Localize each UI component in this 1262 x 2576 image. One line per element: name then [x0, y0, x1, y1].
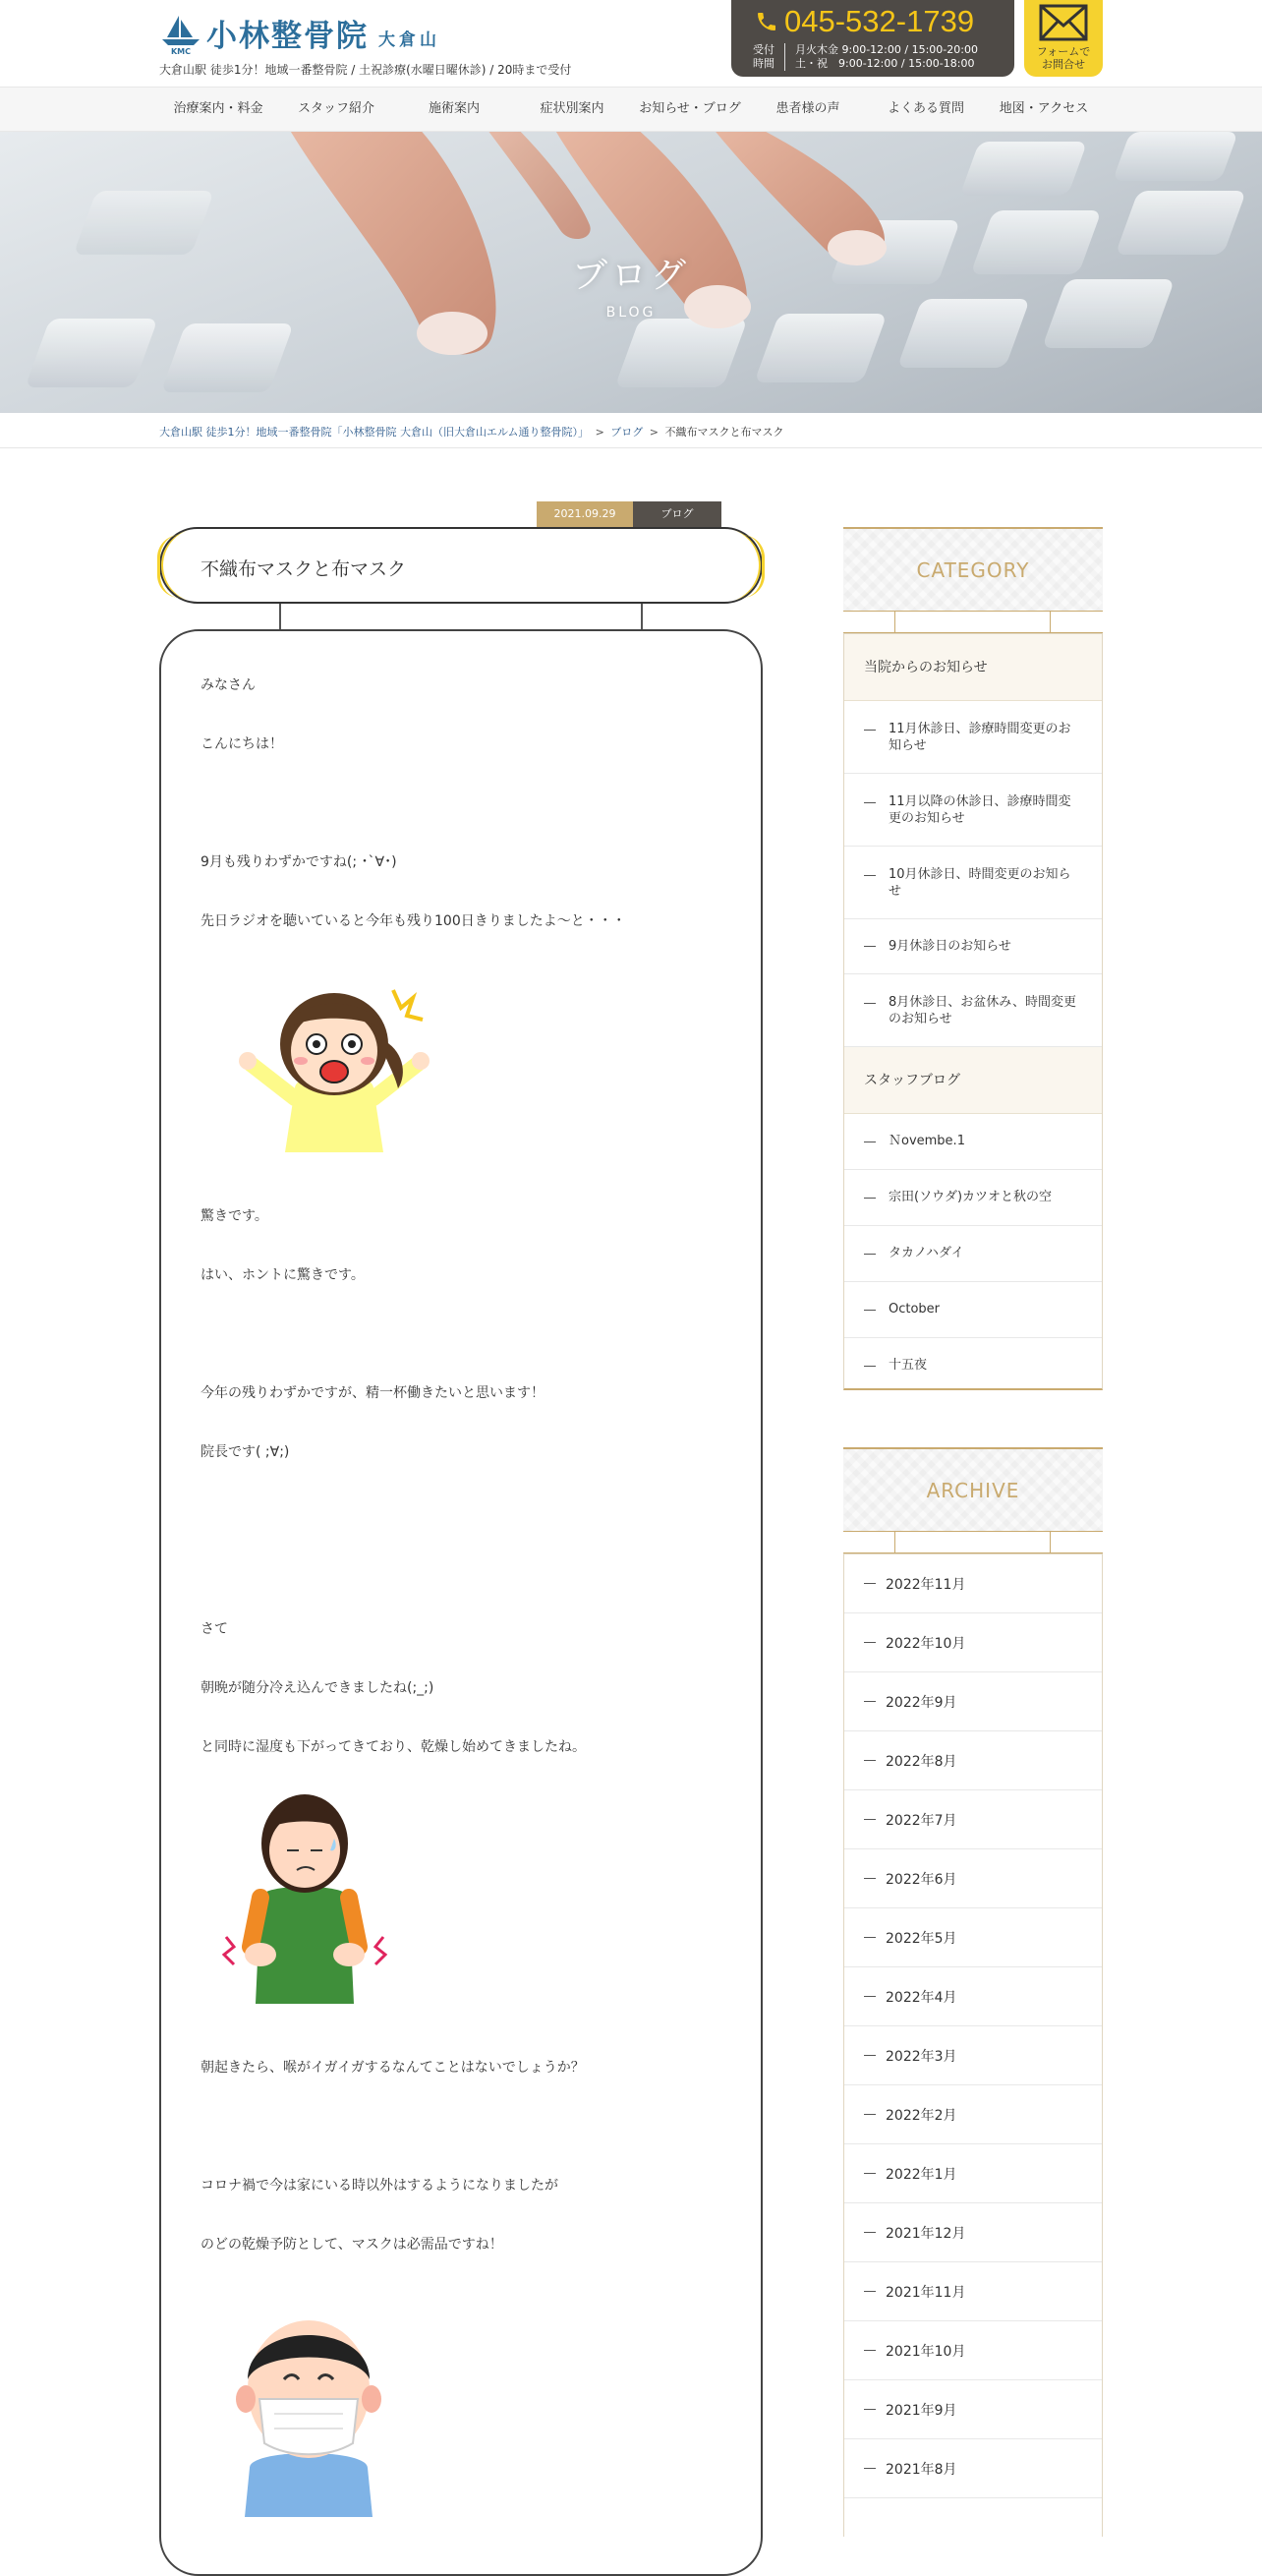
hours-weekday: 月火木金 9:00-12:00 / 15:00-20:00 — [795, 43, 978, 56]
mail-label-2: お問合せ — [1042, 58, 1085, 71]
breadcrumb-blog[interactable]: ブログ — [610, 426, 644, 439]
post-paragraph: 朝晩が随分冷え込んできましたね(;_;) — [201, 1680, 434, 1696]
post-paragraph: 9月も残りわずかですね(; ･`∀･) — [201, 854, 397, 870]
masked-man-illustration — [220, 2291, 397, 2517]
category-post-title: 宗田(ソウダ)カツオと秋の空 — [889, 1190, 1053, 1204]
post-paragraph: 院長です( ;∀;) — [201, 1444, 290, 1460]
hero-subtitle: BLOG — [605, 305, 657, 321]
phone-number[interactable] — [755, 4, 974, 39]
archive-link[interactable] — [844, 2203, 1102, 2262]
surprised-girl-illustration — [236, 970, 432, 1157]
post-paragraph: こんにちは！ — [201, 736, 283, 752]
post-paragraph: のどの乾燥予防として、マスクは必需品ですね！ — [201, 2237, 503, 2253]
phone-icon — [755, 10, 778, 33]
archive-month: 2022年2月 — [886, 2108, 957, 2124]
category-group-clinic-news[interactable]: 当院からのお知らせ — [844, 634, 1102, 701]
category-post-link[interactable] — [844, 1338, 1102, 1393]
category-post-title: October — [889, 1302, 941, 1317]
post-paragraph: さて — [201, 1621, 228, 1637]
archive-month: 2021年12月 — [886, 2226, 966, 2242]
category-post-link[interactable] — [844, 919, 1102, 974]
category-post-title: 11月休診日、診療時間変更のお知らせ — [889, 722, 1071, 753]
category-connector — [843, 612, 1103, 633]
nav-access[interactable]: 地図・アクセス — [999, 101, 1089, 116]
phone-text: 045-532-1739 — [784, 4, 975, 38]
nav-faq[interactable]: よくある質問 — [887, 101, 964, 116]
nav-treatment-fees[interactable]: 治療案内・料金 — [173, 101, 263, 116]
hours-label-2: 時間 — [753, 57, 774, 70]
reception-hours — [753, 43, 978, 71]
archive-link[interactable] — [844, 1967, 1102, 2026]
archive-link[interactable] — [844, 1554, 1102, 1613]
clinic-name: 小林整骨院 — [206, 19, 369, 54]
site-logo[interactable] — [159, 12, 440, 55]
post-paragraph: コロナ禍で今は家にいる時以外はするようになりましたが — [201, 2178, 558, 2194]
nav-testimonials[interactable]: 患者様の声 — [775, 101, 840, 116]
category-post-title: 8月休診日、お盆休み、時間変更のお知らせ — [889, 995, 1077, 1026]
archive-link[interactable] — [844, 1613, 1102, 1672]
breadcrumb-sep: > — [649, 426, 659, 439]
hours-label-1: 受付 — [753, 43, 774, 56]
post-paragraph: はい、ホントに驚きです。 — [201, 1267, 365, 1283]
category-post-link[interactable] — [844, 774, 1102, 847]
archive-link[interactable] — [844, 1731, 1102, 1790]
archive-month: 2021年11月 — [886, 2285, 966, 2301]
title-connector — [641, 604, 643, 631]
nav-symptoms[interactable]: 症状別案内 — [540, 101, 604, 116]
category-post-title: 10月休診日、時間変更のお知らせ — [889, 867, 1071, 899]
category-post-link[interactable] — [844, 1226, 1102, 1282]
archive-list — [843, 1553, 1103, 2537]
nav-procedures[interactable]: 施術案内 — [428, 101, 480, 116]
archive-month: 2022年3月 — [886, 2049, 957, 2065]
archive-connector — [843, 1532, 1103, 1553]
archive-month: 2021年8月 — [886, 2462, 957, 2478]
category-heading: CATEGORY — [916, 558, 1030, 582]
archive-month: 2022年6月 — [886, 1872, 957, 1888]
archive-heading: ARCHIVE — [926, 1479, 1020, 1502]
title-connector — [279, 604, 281, 631]
category-post-link[interactable] — [844, 974, 1102, 1047]
archive-link[interactable] — [844, 1908, 1102, 1967]
archive-link[interactable] — [844, 1790, 1102, 1849]
category-post-title: 11月以降の休診日、診療時間変更のお知らせ — [889, 794, 1071, 826]
category-list — [843, 633, 1103, 1390]
category-post-link[interactable] — [844, 1170, 1102, 1226]
archive-month: 2022年8月 — [886, 1754, 957, 1770]
post-paragraph: と同時に湿度も下がってきており、乾燥し始めてきましたね。 — [201, 1739, 586, 1755]
category-post-title: Ｎovembe.1 — [889, 1134, 965, 1148]
ship-logo-icon — [159, 12, 202, 55]
post-body — [159, 629, 763, 2576]
site-header — [0, 0, 1262, 87]
archive-link[interactable] — [844, 2085, 1102, 2144]
post-title: 不織布マスクと布マスク — [201, 558, 407, 580]
category-post-title: タカノハダイ — [889, 1246, 964, 1260]
post-paragraph: 今年の残りわずかですが、精一杯働きたいと思います！ — [201, 1385, 545, 1401]
archive-link[interactable] — [844, 2262, 1102, 2321]
category-heading-box — [843, 527, 1103, 612]
category-post-link[interactable] — [844, 701, 1102, 774]
contact-form-button[interactable] — [1024, 0, 1103, 77]
archive-month: 2022年10月 — [886, 1636, 966, 1652]
category-post-link[interactable] — [844, 847, 1102, 919]
hero-title: ブログ — [571, 256, 690, 296]
post-paragraph: みなさん — [201, 677, 256, 693]
breadcrumb-current: 不織布マスクと布マスク — [664, 426, 784, 439]
mail-icon — [1039, 4, 1088, 41]
post-category[interactable]: ブログ — [633, 501, 721, 527]
breadcrumb-sep: > — [595, 426, 604, 439]
post-date: 2021.09.29 — [537, 501, 633, 527]
archive-month: 2021年9月 — [886, 2403, 957, 2419]
breadcrumb — [0, 413, 1262, 448]
archive-link[interactable] — [844, 2144, 1102, 2203]
archive-month: 2022年4月 — [886, 1990, 957, 2006]
category-post-link[interactable] — [844, 1282, 1102, 1338]
category-post-title: 9月休診日のお知らせ — [889, 939, 1011, 954]
mail-label-1: フォームで — [1036, 45, 1091, 58]
archive-month: 2022年7月 — [886, 1813, 957, 1829]
category-post-link[interactable] — [844, 1114, 1102, 1170]
post-paragraph: 朝起きたら、喉がイガイガするなんてことはないでしょうか？ — [201, 2060, 585, 2076]
global-nav — [0, 87, 1262, 132]
hours-weekend: 土・祝 9:00-12:00 / 15:00-18:00 — [795, 57, 975, 70]
archive-link[interactable] — [844, 1849, 1102, 1908]
nav-staff[interactable]: スタッフ紹介 — [297, 101, 374, 116]
archive-month: 2022年9月 — [886, 1695, 957, 1711]
archive-link[interactable] — [844, 2380, 1102, 2439]
archive-month: 2022年1月 — [886, 2167, 957, 2183]
category-group-staff-blog[interactable]: スタッフブログ — [844, 1047, 1102, 1114]
archive-heading-box — [843, 1447, 1103, 1532]
post-title-box — [159, 527, 763, 604]
post-paragraph: 驚きです。 — [201, 1208, 268, 1224]
header-tagline: 大倉山駅 徒歩1分！地域一番整骨院 / 土祝診療(水曜日曜休診) / 20時まで受付 — [159, 63, 572, 77]
phone-box[interactable] — [731, 0, 1014, 77]
archive-link[interactable] — [844, 2026, 1102, 2085]
dry-hands-woman-illustration — [206, 1789, 403, 2006]
breadcrumb-home[interactable]: 大倉山駅 徒歩1分！地域一番整骨院「小林整骨院 大倉山（旧大倉山エルム通り整骨院）」 — [159, 426, 590, 439]
svg-text:KMC: KMC — [170, 47, 192, 55]
archive-month: 2022年5月 — [886, 1931, 957, 1947]
archive-link[interactable] — [844, 2321, 1102, 2380]
hero-banner — [0, 132, 1262, 413]
nav-news-blog[interactable]: お知らせ・ブログ — [639, 101, 741, 116]
archive-link[interactable] — [844, 2439, 1102, 2498]
archive-month: 2021年10月 — [886, 2344, 966, 2360]
archive-link[interactable] — [844, 1672, 1102, 1731]
archive-month: 2022年11月 — [886, 1577, 966, 1593]
clinic-area: 大倉山 — [378, 30, 440, 50]
category-post-title: 十五夜 — [889, 1358, 928, 1373]
post-paragraph: 先日ラジオを聴いていると今年も残り100日きりましたよ～と・・・ — [201, 913, 626, 929]
